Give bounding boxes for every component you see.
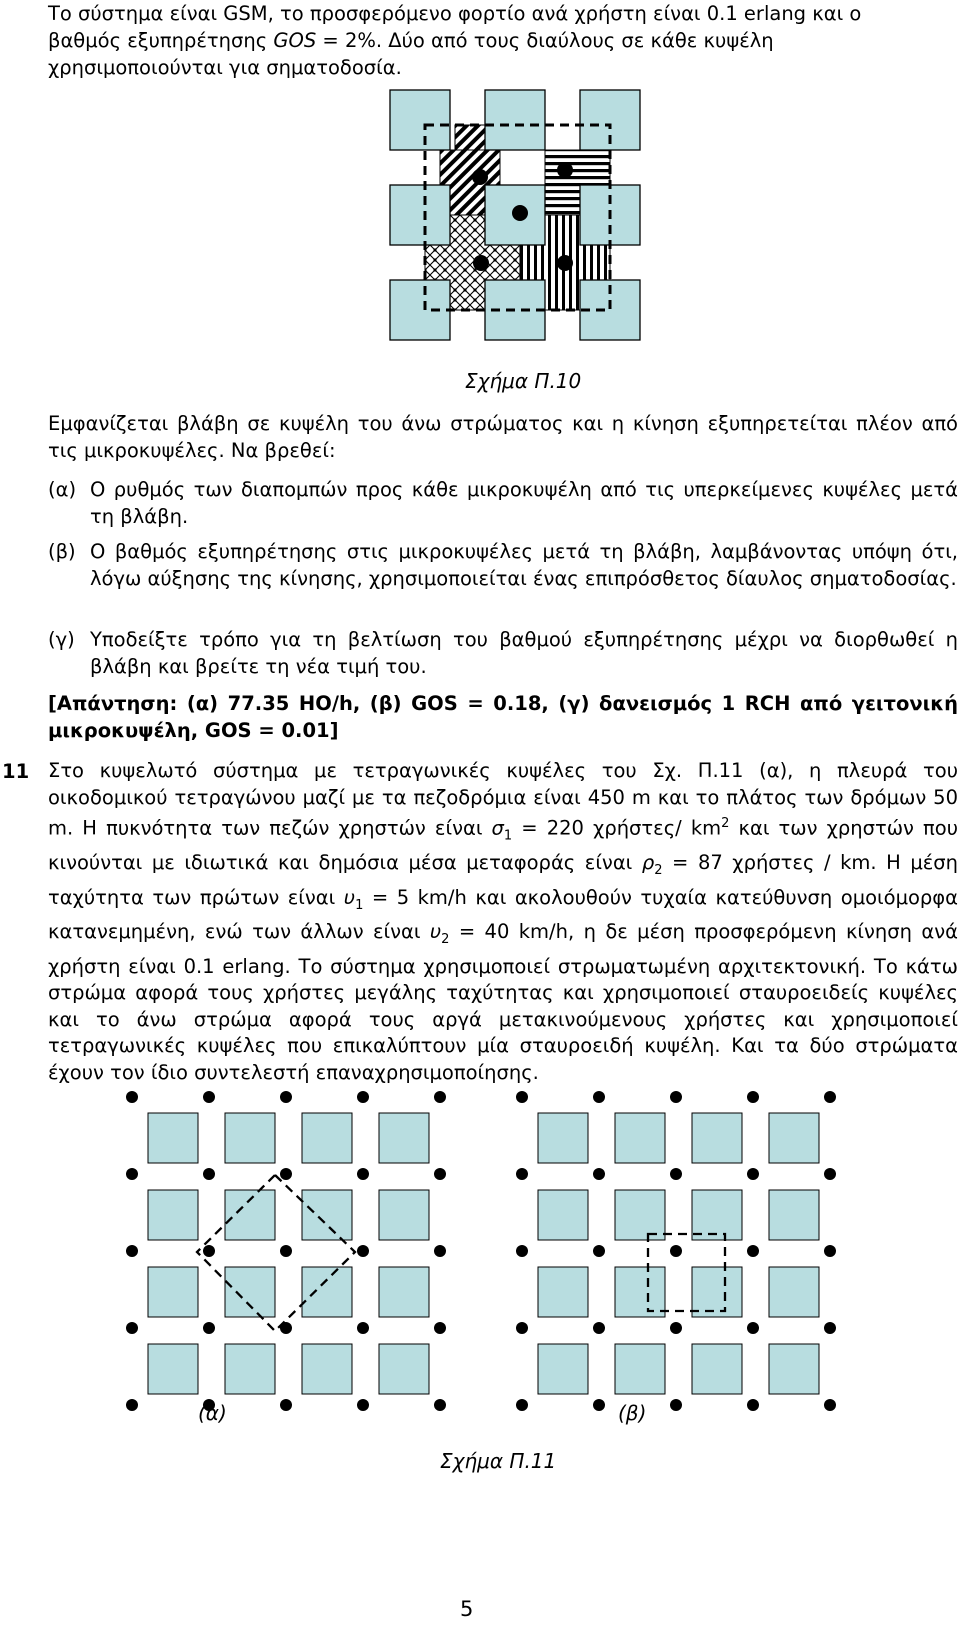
base-station-dot xyxy=(670,1168,682,1180)
base-station-dot xyxy=(593,1245,605,1257)
city-block xyxy=(615,1267,665,1317)
city-block xyxy=(769,1113,819,1163)
gos-term: GOS xyxy=(273,29,317,52)
rho-symbol: ρ xyxy=(641,851,655,875)
km-superscript: 2 xyxy=(721,816,730,832)
question-b-label: (β) xyxy=(48,540,76,563)
city-block xyxy=(302,1190,352,1240)
cell-block xyxy=(485,90,545,150)
base-station-dot xyxy=(747,1245,759,1257)
city-block xyxy=(302,1344,352,1394)
base-station-dot xyxy=(280,1091,292,1103)
figure-p10-caption: Σχήμα Π.10 xyxy=(465,369,582,393)
base-station-dot xyxy=(824,1091,836,1103)
base-station-dot xyxy=(593,1322,605,1334)
question-c xyxy=(48,626,958,680)
base-station-dot xyxy=(670,1399,682,1411)
base-station-dot xyxy=(516,1322,528,1334)
base-station-dot xyxy=(357,1091,369,1103)
city-block xyxy=(615,1113,665,1163)
city-block xyxy=(769,1344,819,1394)
base-station-dot xyxy=(747,1399,759,1411)
base-station-dot xyxy=(434,1245,446,1257)
city-block xyxy=(769,1267,819,1317)
base-station-dot xyxy=(824,1399,836,1411)
base-station-dot xyxy=(516,1168,528,1180)
city-block xyxy=(538,1267,588,1317)
base-station-dot xyxy=(203,1245,215,1257)
problem-text-4: = 87 χρήστες / km. Η μέση ταχύτητα των πρώτων είναι xyxy=(48,851,958,909)
base-station-dot xyxy=(126,1245,138,1257)
intro-line-2 xyxy=(48,27,958,54)
answer-text: [Απάντηση: (α) 77.35 HO/h, (β) GOS = 0.18, (γ) δανεισμός 1 RCH από γειτονική μικροκυψέλη, GOS = 0.01] xyxy=(48,692,958,742)
base-station-dot xyxy=(126,1168,138,1180)
base-station-dot xyxy=(670,1322,682,1334)
base-station-dot xyxy=(126,1091,138,1103)
question-a xyxy=(48,476,958,530)
problem-text-6: = 40 km/h, η δε μέση προσφερόμενη κίνηση ανά χρήστη είναι 0.1 erlang. Το σύστημα χρησιμοποιεί στρωματωμένη αρχιτεκτονική. Το κάτω στρώμα αφορά τους χρήστες μεγάλης ταχύτητας και χρησιμοποιεί σταυροειδείς κυψέλες και το άνω στρώμα αφορά τους αργά μετακινούμενους χρήστες και χρησιμοποιεί τετραγωνικές κυψέλες που επικαλύπτουν μία σταυροειδή κυψέλη. Και τα δύο στρώματα έχουν τον ίδιο συντελεστή επαναχρησιμοποίησης. xyxy=(48,920,958,1084)
base-station-dot xyxy=(357,1399,369,1411)
base-station-dot xyxy=(203,1091,215,1103)
base-station-dot xyxy=(516,1091,528,1103)
base-station-dot xyxy=(357,1245,369,1257)
base-station-dot xyxy=(357,1168,369,1180)
cell-block xyxy=(390,90,450,150)
intro-line-2-start: βαθμός εξυπηρέτησης xyxy=(48,29,274,52)
base-station-dot xyxy=(280,1245,292,1257)
city-block xyxy=(148,1113,198,1163)
intro-line-2-end: = 2%. Δύο από τους διαύλους σε κάθε κυψέλη xyxy=(316,29,774,52)
base-station-dot xyxy=(434,1168,446,1180)
intro-paragraph xyxy=(48,0,958,81)
u2-symbol: υ xyxy=(429,920,442,944)
base-station-dot xyxy=(126,1322,138,1334)
u2-subscript: 2 xyxy=(441,932,450,948)
base-station-dot xyxy=(126,1399,138,1411)
base-station-dot xyxy=(280,1168,292,1180)
city-block xyxy=(225,1190,275,1240)
page-number: 5 xyxy=(460,1597,474,1621)
figure-p10 xyxy=(380,85,670,350)
question-c-label: (γ) xyxy=(48,628,75,651)
cell-block xyxy=(390,280,450,340)
city-block xyxy=(302,1113,352,1163)
question-a-text: Ο ρυθμός των διαπομπών προς κάθε μικροκυψέλη από τις υπερκείμενες κυψέλες μετά τη βλάβη. xyxy=(90,478,958,528)
city-block xyxy=(379,1267,429,1317)
base-station-dot xyxy=(747,1322,759,1334)
sigma-subscript: 1 xyxy=(503,828,513,844)
base-station-dot xyxy=(434,1399,446,1411)
problem-11-text xyxy=(48,758,958,1087)
base-station-dot xyxy=(747,1091,759,1103)
base-station-dot xyxy=(747,1168,759,1180)
question-b-text: Ο βαθμός εξυπηρέτησης στις μικροκυψέλες μετά τη βλάβη, λαμβάνοντας υπόψη ότι, λόγω αύξησης της κίνησης, χρησιμοποιείται ένας επιπρόσθετος δίαυλος σηματοδοσίας. xyxy=(90,540,958,590)
city-block xyxy=(538,1344,588,1394)
base-station-dot xyxy=(824,1322,836,1334)
base-station-dot xyxy=(824,1168,836,1180)
city-block xyxy=(148,1267,198,1317)
figure-p11-b xyxy=(510,1085,800,1375)
figure-p11-label-b: (β) xyxy=(618,1401,647,1425)
city-block xyxy=(379,1344,429,1394)
base-station-dot xyxy=(516,1245,528,1257)
base-station-dot xyxy=(516,1399,528,1411)
failure-intro: Εμφανίζεται βλάβη σε κυψέλη του άνω στρώματος και η κίνηση εξυπηρετείται πλέον από τις μικροκυψέλες. Να βρεθεί: xyxy=(48,412,958,462)
base-station-dot xyxy=(203,1322,215,1334)
city-block xyxy=(148,1190,198,1240)
city-block xyxy=(615,1344,665,1394)
u1-subscript: 1 xyxy=(355,897,364,913)
base-station-dot xyxy=(434,1091,446,1103)
base-station-dot xyxy=(670,1091,682,1103)
city-block xyxy=(225,1344,275,1394)
city-block xyxy=(225,1267,275,1317)
question-a-label: (α) xyxy=(48,478,77,501)
city-block xyxy=(692,1190,742,1240)
rho-subscript: 2 xyxy=(654,863,663,879)
base-station-dot xyxy=(593,1168,605,1180)
base-station-dot xyxy=(203,1168,215,1180)
city-block xyxy=(692,1113,742,1163)
figure-p11-label-a: (α) xyxy=(198,1401,227,1425)
city-block xyxy=(225,1113,275,1163)
problem-text-5: = 5 km/h και ακολουθούν τυχαία κατεύθυνση ομοιόμορφα κατανεμημένη, ενώ των άλλων είναι xyxy=(48,885,959,944)
city-block xyxy=(148,1344,198,1394)
figure-p11-a xyxy=(120,1085,410,1375)
sigma-symbol: σ xyxy=(491,816,504,840)
cell-block xyxy=(390,185,450,245)
base-station-dot xyxy=(434,1322,446,1334)
base-station-dot xyxy=(280,1399,292,1411)
city-block xyxy=(302,1267,352,1317)
city-block xyxy=(379,1113,429,1163)
base-station-dot xyxy=(472,169,488,185)
u1-symbol: υ xyxy=(343,885,356,909)
base-station-dot xyxy=(824,1245,836,1257)
intro-line-1: Το σύστημα είναι GSM, το προσφερόμενο φορτίο ανά χρήστη είναι 0.1 erlang και ο xyxy=(48,2,862,25)
base-station-dot xyxy=(357,1322,369,1334)
city-block xyxy=(615,1190,665,1240)
city-block xyxy=(379,1190,429,1240)
figure-p11-caption: Σχήμα Π.11 xyxy=(440,1449,557,1473)
city-block xyxy=(538,1113,588,1163)
intro-line-3: χρησιμοποιούνται για σηματοδοσία. xyxy=(48,56,402,79)
problem-number: 11 xyxy=(2,760,30,783)
city-block xyxy=(692,1267,742,1317)
base-station-dot xyxy=(593,1091,605,1103)
problem-text-1: Στο κυψελωτό σύστημα με τετραγωνικές κυψέλες του Σχ. Π.11 (α), η πλευρά του οικοδομικού τετραγώνου μαζί με τα πεζοδρόμια είναι 450 m και το πλάτος των δρόμων 50 m. Η πυκνότητα των πεζών χρηστών είναι xyxy=(48,759,958,840)
question-c-text: Υποδείξτε τρόπο για τη βελτίωση του βαθμού εξυπηρέτησης μέχρι να διορθωθεί η βλάβη και βρείτε τη νέα τιμή του. xyxy=(90,628,958,678)
base-station-dot xyxy=(593,1399,605,1411)
city-block xyxy=(769,1190,819,1240)
base-station-dot xyxy=(670,1245,682,1257)
city-block xyxy=(538,1190,588,1240)
city-block xyxy=(692,1344,742,1394)
problem-text-3: και των χρηστών που κινούνται με ιδιωτικά και δημόσια μέσα μεταφοράς είναι xyxy=(48,816,959,875)
question-b xyxy=(48,538,958,592)
problem-text-2: = 220 χρήστες/ km xyxy=(512,816,722,840)
